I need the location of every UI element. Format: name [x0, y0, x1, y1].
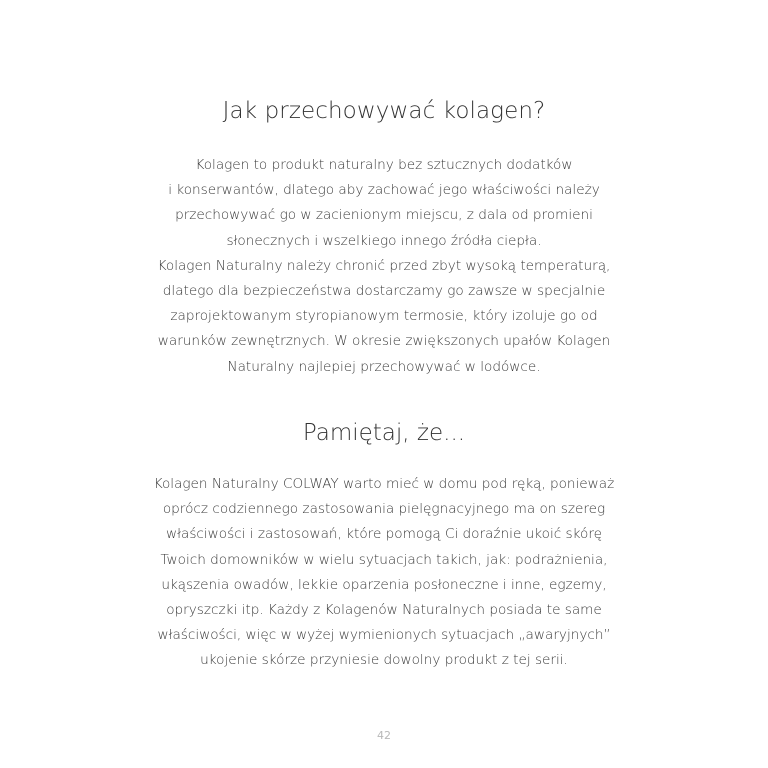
paragraph-line: Twoich domowników w wielu sytuacjach takich, jak: podrażnienia, [160, 551, 608, 568]
paragraph-line: właściwości, więc w wyżej wymienionych sytuacjach „awaryjnych” [157, 627, 611, 644]
paragraph-line: Naturalny najlepiej przechowywać w lodówce. [227, 358, 541, 375]
paragraph-line: Kolagen Naturalny należy chronić przed zbyt wysoką temperaturą, [157, 257, 611, 274]
paragraph-line: ukąszenia owadów, lekkie oparzenia posłoneczne i inne, egzemy, [161, 576, 607, 593]
paragraph-line: warunków zewnętrznych. W okresie zwiększonych upałów Kolagen [157, 333, 611, 350]
paragraph-line: przechowywać go w zacienionym miejscu, z dala od promieni [175, 207, 593, 224]
paragraph-line: zaprojektowanym styropianowym termosie, który izoluje go od [170, 308, 598, 325]
paragraph-line: opryszczki itp. Każdy z Kolagenów Naturalnych posiada te same [166, 602, 602, 619]
paragraph-line: i konserwantów, dlatego aby zachować jego właściwości należy [168, 182, 600, 199]
storage-paragraph [0, 153, 768, 380]
paragraph-line: oprócz codziennego zastosowania pielęgnacyjnego ma on szereg [162, 501, 606, 518]
paragraph-line: słonecznych i wszelkiego innego źródła ciepła. [226, 232, 542, 249]
remember-paragraph [0, 472, 768, 674]
paragraph-line: właściwości i zastosowań, które pomogą Ci doraźnie ukoić skórę [166, 526, 602, 543]
section-title-remember: Pamiętaj, że... [302, 420, 466, 446]
paragraph-line: dlatego dla bezpieczeństwa dostarczamy go zawsze w specjalnie [162, 283, 606, 300]
paragraph-line: ukojenie skórze przyniesie dowolny produkt z tej serii. [200, 652, 568, 669]
paragraph-line: Kolagen Naturalny COLWAY warto mieć w domu pod ręką, ponieważ [153, 476, 615, 492]
page-number: 42 [377, 729, 391, 742]
section-title-storage: Jak przechowywać kolagen? [222, 98, 546, 124]
paragraph-line: Kolagen to produkt naturalny bez sztucznych dodatków [195, 157, 573, 173]
